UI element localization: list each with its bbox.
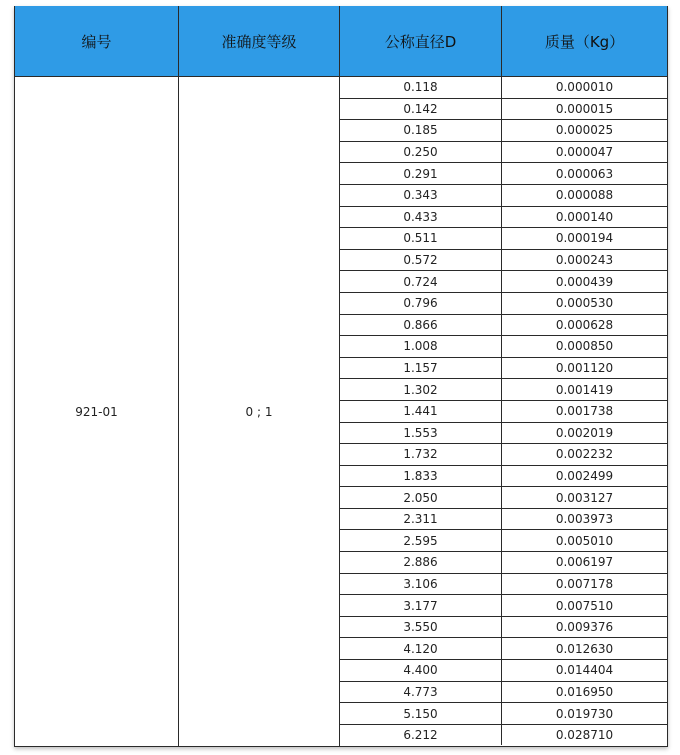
table-row	[340, 357, 667, 379]
table-row	[340, 551, 667, 573]
table-row	[340, 422, 667, 444]
table-row	[340, 141, 667, 163]
mass-cell: 0.007178	[555, 576, 614, 591]
diameter-cell: 0.511	[340, 228, 502, 249]
diameter-cell: 0.724	[340, 271, 502, 292]
mass-cell: 0.003127	[555, 490, 614, 505]
diameter-cell: 2.595	[340, 530, 502, 551]
diameter-cell: 6.212	[340, 725, 502, 746]
mass-cell: 0.000850	[555, 339, 614, 354]
diameter-cell: 1.008	[340, 336, 502, 357]
mass-cell: 0.000140	[555, 209, 614, 224]
table-row	[340, 594, 667, 616]
mass-cell: 0.000439	[555, 274, 614, 289]
table-row	[340, 616, 667, 638]
diameter-cell: 0.572	[340, 250, 502, 271]
diameter-cell: 0.796	[340, 293, 502, 314]
mass-cell: 0.001419	[555, 382, 614, 397]
table-row	[340, 249, 667, 271]
mass-cell: 0.009376	[555, 620, 614, 635]
diameter-cell: 2.311	[340, 509, 502, 530]
accuracy-cell: 0 ; 1	[179, 76, 340, 746]
table-row	[340, 270, 667, 292]
diameter-cell: 3.106	[340, 574, 502, 595]
mass-cell: 0.000010	[555, 80, 614, 95]
table-row	[340, 98, 667, 120]
diameter-cell: 0.866	[340, 315, 502, 336]
mass-cell: 0.003973	[555, 512, 614, 527]
mass-cell: 0.001738	[555, 404, 614, 419]
table-row	[340, 508, 667, 530]
mass-cell: 0.005010	[555, 533, 614, 548]
mass-cell: 0.012630	[555, 641, 614, 656]
diameter-cell: 1.833	[340, 466, 502, 487]
diameter-cell: 2.050	[340, 487, 502, 508]
table-row	[340, 529, 667, 551]
diameter-cell: 0.142	[340, 99, 502, 120]
mass-cell: 0.006197	[555, 555, 614, 570]
diameter-cell: 5.150	[340, 703, 502, 724]
table-row	[340, 119, 667, 141]
diameter-cell: 4.773	[340, 682, 502, 703]
mass-cell: 0.014404	[555, 663, 614, 678]
table-row	[340, 400, 667, 422]
diameter-cell: 1.553	[340, 423, 502, 444]
mass-cell: 0.000628	[555, 317, 614, 332]
table-row	[340, 465, 667, 487]
diameter-cell: 0.185	[340, 120, 502, 141]
header-code: 编号	[15, 6, 179, 76]
mass-cell: 0.016950	[555, 684, 614, 699]
table-row	[340, 335, 667, 357]
diameter-cell: 3.177	[340, 595, 502, 616]
table-row	[340, 724, 667, 746]
mass-cell: 0.001120	[555, 361, 614, 376]
mass-cell: 0.007510	[555, 598, 614, 613]
diameter-cell: 3.550	[340, 617, 502, 638]
table-body	[340, 76, 667, 745]
mass-cell: 0.028710	[555, 728, 614, 743]
diameter-cell: 0.433	[340, 207, 502, 228]
diameter-cell: 4.120	[340, 638, 502, 659]
mass-cell: 0.000194	[555, 231, 614, 246]
mass-cell: 0.000088	[555, 188, 614, 203]
table-row	[340, 443, 667, 465]
mass-cell: 0.000025	[555, 123, 614, 138]
mass-cell: 0.002499	[555, 468, 614, 483]
table-row	[340, 76, 667, 98]
table-row	[340, 702, 667, 724]
header-mass: 质量（Kg）	[544, 32, 625, 51]
diameter-cell: 0.343	[340, 185, 502, 206]
mass-cell: 0.000243	[555, 253, 614, 268]
table-row	[340, 184, 667, 206]
diameter-cell: 0.118	[340, 77, 502, 98]
mass-cell: 0.000015	[555, 101, 614, 116]
header-accuracy-class: 准确度等级	[179, 6, 340, 76]
code-cell: 921-01	[15, 76, 179, 746]
table-row	[340, 162, 667, 184]
header-nominal-diameter: 公称直径D	[340, 6, 502, 76]
table-row	[340, 378, 667, 400]
table-row	[340, 637, 667, 659]
diameter-cell: 0.250	[340, 142, 502, 163]
diameter-cell: 4.400	[340, 660, 502, 681]
diameter-cell: 0.291	[340, 163, 502, 184]
mass-cell: 0.002019	[555, 425, 614, 440]
mass-cell: 0.002232	[555, 447, 614, 462]
table-row	[340, 206, 667, 228]
diameter-cell: 1.302	[340, 379, 502, 400]
table-header	[15, 6, 667, 76]
diameter-cell: 1.732	[340, 444, 502, 465]
table-row	[340, 659, 667, 681]
spec-table	[14, 6, 668, 747]
mass-cell: 0.000063	[555, 166, 614, 181]
table-row	[340, 573, 667, 595]
table-row	[340, 681, 667, 703]
mass-cell: 0.000530	[555, 296, 614, 311]
diameter-cell: 1.157	[340, 358, 502, 379]
mass-cell: 0.019730	[555, 706, 614, 721]
table-row	[340, 486, 667, 508]
table-row	[340, 227, 667, 249]
mass-cell: 0.000047	[555, 145, 614, 160]
diameter-cell: 2.886	[340, 552, 502, 573]
diameter-cell: 1.441	[340, 401, 502, 422]
table-row	[340, 314, 667, 336]
table-row	[340, 292, 667, 314]
